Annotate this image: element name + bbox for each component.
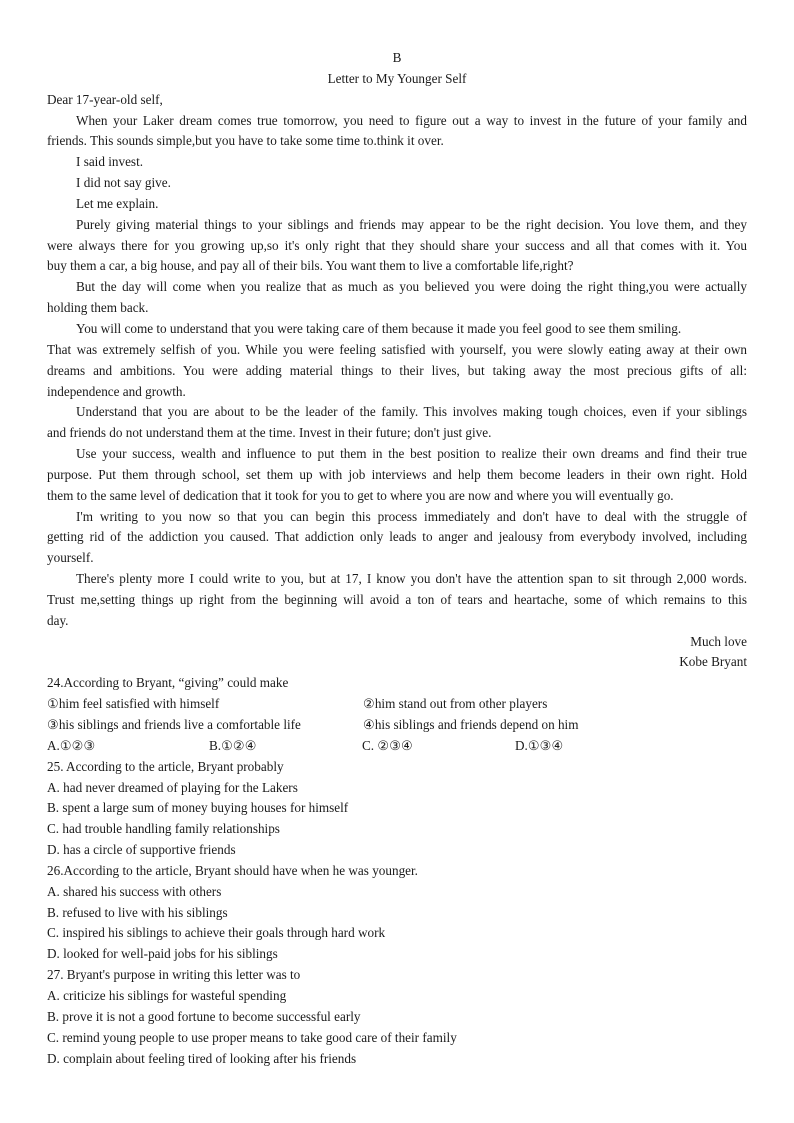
section-label: B	[392, 50, 402, 65]
letter-line: getting rid of the addiction you caused. That addiction only leads to anger and jealousy from everybody involved, including	[47, 529, 747, 545]
question-stem: 26.According to the article, Bryant should have when he was younger.	[47, 862, 418, 878]
answer-option: B. prove it is not a good fortune to become successful early	[47, 1008, 361, 1024]
answer-option: C. remind young people to use proper means to take good care of their family	[47, 1029, 457, 1045]
statement-item: ①him feel satisfied with himself	[47, 696, 220, 712]
question-stem: 27. Bryant's purpose in writing this letter was to	[47, 967, 301, 983]
answer-option: D. looked for well-paid jobs for his siblings	[47, 946, 278, 962]
letter-greeting: Dear 17-year-old self,	[47, 91, 163, 107]
statement-row	[47, 715, 747, 736]
letter-line: dreams and ambitions. You were adding material things to their lives, but taking away the most precious gifts of all:	[47, 362, 747, 378]
letter-closing: Much love	[690, 633, 747, 649]
answer-option: C. inspired his siblings to achieve their goals through hard work	[47, 925, 386, 941]
answer-option: C. had trouble handling family relationships	[47, 821, 280, 837]
question-stem: 25. According to the article, Bryant probably	[47, 758, 284, 774]
letter-line: Understand that you are about to be the leader of the family. This involves making tough choices, even if your siblings	[76, 404, 747, 420]
answer-choice: D.①③④	[515, 737, 564, 753]
answer-choice: C. ②③④	[362, 737, 413, 753]
letter-line: When your Laker dream comes true tomorrow, you need to figure out a way to invest in the future of your family and	[76, 112, 747, 128]
statement-row	[47, 694, 747, 715]
letter-line: I did not say give.	[76, 175, 171, 191]
letter-line: I said invest.	[76, 154, 144, 170]
letter-line: Use your success, wealth and influence to put them in the best position to realize their own dreams and find their true	[76, 446, 747, 462]
statement-item: ③his siblings and friends live a comfortable life	[47, 717, 301, 732]
answer-choice: B.①②④	[209, 737, 257, 753]
letter-line: day.	[47, 612, 69, 628]
letter-body	[47, 111, 747, 632]
letter-line: holding them back.	[47, 300, 149, 316]
letter-line: independence and growth.	[47, 383, 186, 399]
question-stem: 24.According to Bryant, “giving” could make	[47, 675, 289, 691]
question-26	[47, 861, 747, 965]
letter-line: and friends do not understand them at the time. Invest in their future; don't just give.	[47, 425, 492, 441]
question-25	[47, 757, 747, 861]
answer-option: A. criticize his siblings for wasteful spending	[47, 987, 287, 1003]
letter-line: purpose. Put them through school, set them up with job interviews and help them become leaders in their own right. Hold	[47, 466, 747, 482]
letter-line: them to the same level of dedication that it took for you to get to where you are now and where you will eventually go.	[47, 487, 674, 503]
letter-line: You will come to understand that you were taking care of them because it made you feel good to see them smiling.	[76, 320, 682, 336]
letter-line: yourself.	[47, 550, 94, 566]
answer-option: A. had never dreamed of playing for the Lakers	[47, 779, 298, 795]
answer-option: B. spent a large sum of money buying houses for himself	[47, 800, 349, 816]
letter-line: There's plenty more I could write to you, but at 17, I know you don't have the attention span to sit through 2,000 words.	[76, 571, 747, 587]
answer-option: D. complain about feeling tired of looking after his friends	[47, 1050, 357, 1066]
letter-line: Trust me,setting things up right from the beginning will avoid a ton of tears and heartache, some of which remains to this	[47, 591, 747, 607]
letter-signature: Kobe Bryant	[679, 654, 747, 670]
letter-line: Purely giving material things to your siblings and friends may appear to be the right decision. You love them, and they	[76, 216, 747, 232]
choice-row	[47, 736, 747, 757]
question-24	[47, 673, 747, 756]
answer-option: D. has a circle of supportive friends	[47, 842, 236, 858]
statement-item: ④his siblings and friends depend on him	[363, 717, 579, 732]
statement-item: ②him stand out from other players	[363, 696, 548, 712]
question-27	[47, 965, 747, 1069]
letter-title: Letter to My Younger Self	[327, 70, 467, 86]
letter-line: buy them a car, a big house, and pay all of their bils. You want them to live a comfortable life,right?	[47, 258, 574, 274]
letter-line: friends. This sounds simple,but you have to take some time to.think it over.	[47, 133, 444, 149]
letter-line: I'm writing to you now so that you can begin this process immediately and don't have to deal with the struggle of	[76, 508, 747, 524]
letter-line: Let me explain.	[76, 195, 159, 211]
letter-line: But the day will come when you realize that as much as you believed you were doing the right thing,you were actually	[76, 279, 747, 295]
answer-option: A. shared his success with others	[47, 883, 222, 899]
letter-line: That was extremely selfish of you. While you were feeling satisfied with yourself, you were slowly eating away at their own	[47, 341, 747, 357]
letter-line: were always there for you growing up,so it's only right that they should share your success and all that comes with it. You	[47, 237, 747, 253]
answer-option: B. refused to live with his siblings	[47, 904, 228, 920]
document-page	[47, 48, 747, 1069]
answer-choice: A.①②③	[47, 737, 96, 753]
